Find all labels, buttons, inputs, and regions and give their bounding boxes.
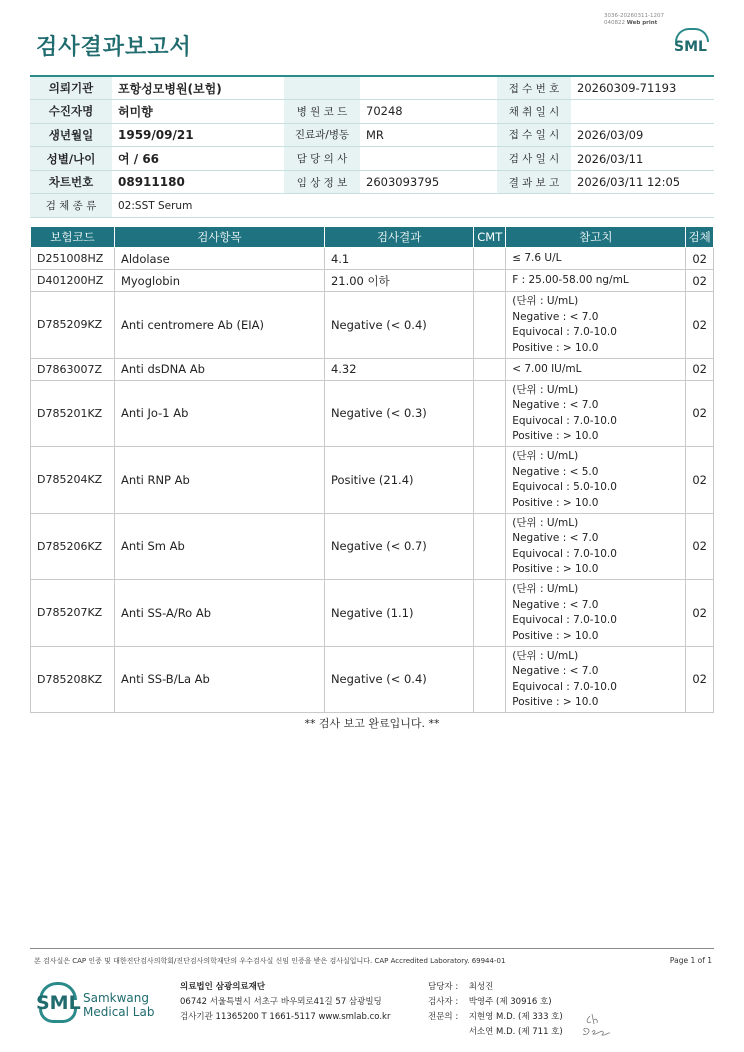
reference-line: Positive : > 10.0 — [512, 563, 599, 576]
info-value: 1959/09/21 — [112, 123, 284, 147]
specimen-code: 02 — [686, 380, 714, 447]
test-result: Negative (< 0.3) — [324, 380, 473, 447]
info-value: 70248 — [360, 100, 497, 124]
signature-image — [578, 1010, 618, 1040]
specimen-code: 02 — [686, 447, 714, 514]
reference-line: Positive : > 10.0 — [512, 696, 599, 709]
results-header-cell: 검사항목 — [114, 227, 324, 248]
info-value: 2603093795 — [360, 170, 497, 194]
test-item: Anti RNP Ab — [114, 447, 324, 514]
logo-text: SML — [674, 39, 707, 55]
test-result: Positive (21.4) — [324, 447, 473, 514]
cmt-cell — [474, 580, 506, 647]
info-value — [571, 100, 714, 124]
staff-name: 지현영 M.D. (제 333 호) — [468, 1012, 563, 1022]
reference-range — [506, 380, 686, 447]
test-item: Anti Jo-1 Ab — [114, 380, 324, 447]
test-item: Anti Sm Ab — [114, 513, 324, 580]
test-item: Anti SS-A/Ro Ab — [114, 580, 324, 647]
test-result: 4.32 — [324, 358, 473, 380]
insurance-code: D785201KZ — [31, 380, 115, 447]
cmt-cell — [474, 358, 506, 380]
test-result: Negative (< 0.4) — [324, 292, 473, 359]
results-header-cell: 검사결과 — [324, 227, 473, 248]
reference-line: F : 25.00-58.00 ng/mL — [512, 274, 629, 287]
reference-line: (단위 : U/mL) — [512, 295, 579, 308]
reference-line: Equivocal : 7.0-10.0 — [512, 326, 617, 339]
info-row — [30, 123, 714, 147]
test-item: Aldolase — [114, 248, 324, 270]
test-item: Anti centromere Ab (EIA) — [114, 292, 324, 359]
reference-range — [506, 646, 686, 713]
staff-row — [428, 1010, 563, 1025]
web-print-label: Web print — [626, 20, 658, 26]
staff-row — [428, 1025, 563, 1040]
logo-name — [83, 991, 154, 1019]
cmt-cell — [474, 380, 506, 447]
info-label: 의뢰기관 — [30, 76, 112, 100]
result-row — [31, 292, 714, 359]
insurance-code: D7863007Z — [31, 358, 115, 380]
info-value: MR — [360, 123, 497, 147]
reference-line: Negative : < 7.0 — [512, 532, 599, 545]
page-number: Page 1 of 1 — [669, 956, 712, 965]
cmt-cell — [474, 292, 506, 359]
cmt-cell — [474, 447, 506, 514]
info-row — [30, 76, 714, 100]
info-value: 2026/03/09 — [571, 123, 714, 147]
organization-info — [180, 980, 390, 1025]
staff-role: 전문의 : — [428, 1012, 459, 1022]
specimen-code: 02 — [686, 358, 714, 380]
cmt-cell — [474, 248, 506, 270]
specimen-value: 02:SST Serum — [112, 194, 714, 218]
results-table — [30, 226, 714, 713]
print-info — [604, 13, 664, 27]
result-row — [31, 380, 714, 447]
reference-line: < 7.00 IU/mL — [512, 362, 582, 375]
info-row — [30, 147, 714, 171]
reference-line: (단위 : U/mL) — [512, 516, 579, 529]
insurance-code: D785207KZ — [31, 580, 115, 647]
specimen-code: 02 — [686, 292, 714, 359]
org-address: 06742 서울특별시 서초구 바우뫼로41길 57 삼광빌딩 — [180, 997, 382, 1007]
staff-row — [428, 980, 563, 995]
test-item: Anti SS-B/La Ab — [114, 646, 324, 713]
insurance-code: D785204KZ — [31, 447, 115, 514]
insurance-code: D251008HZ — [31, 248, 115, 270]
test-item: Myoglobin — [114, 270, 324, 292]
info-label: 임 상 정 보 — [284, 170, 360, 194]
staff-row — [428, 995, 563, 1010]
logo-name-line1: Samkwang — [83, 991, 149, 1005]
reference-line: (단위 : U/mL) — [512, 450, 579, 463]
reference-range — [506, 513, 686, 580]
print-id: 3036-20260311-1207 — [604, 13, 664, 19]
reference-line: Positive : > 10.0 — [512, 496, 599, 509]
reference-line: Positive : > 10.0 — [512, 341, 599, 354]
info-label: 성별/나이 — [30, 147, 112, 171]
info-label: 수진자명 — [30, 100, 112, 124]
specimen-code: 02 — [686, 580, 714, 647]
result-row — [31, 447, 714, 514]
cmt-cell — [474, 513, 506, 580]
info-value: 허미향 — [112, 100, 284, 124]
info-value: 20260309-71193 — [571, 76, 714, 100]
specimen-code: 02 — [686, 646, 714, 713]
results-header-cell: 참고치 — [506, 227, 686, 248]
specimen-label: 검 체 종 류 — [30, 194, 112, 218]
result-row — [31, 646, 714, 713]
info-label: 검 사 일 시 — [497, 147, 571, 171]
samkwang-logo — [36, 979, 166, 1029]
reference-line: Positive : > 10.0 — [512, 629, 599, 642]
staff-list — [428, 980, 563, 1040]
result-row — [31, 358, 714, 380]
reference-range — [506, 447, 686, 514]
info-value: 2026/03/11 12:05 — [571, 170, 714, 194]
results-header-cell: 검체 — [686, 227, 714, 248]
info-value: 2026/03/11 — [571, 147, 714, 171]
info-value: 포항성모병원(보험) — [112, 76, 284, 100]
info-label: 진료과/병동 — [284, 123, 360, 147]
info-label: 채 취 일 시 — [497, 100, 571, 124]
reference-line: Equivocal : 7.0-10.0 — [512, 414, 617, 427]
result-row — [31, 513, 714, 580]
reference-line: (단위 : U/mL) — [512, 383, 579, 396]
insurance-code: D785208KZ — [31, 646, 115, 713]
test-result: Negative (< 0.4) — [324, 646, 473, 713]
info-label: 접 수 일 시 — [497, 123, 571, 147]
result-row — [31, 270, 714, 292]
staff-name: 최성진 — [468, 982, 494, 992]
info-label: 병 원 코 드 — [284, 100, 360, 124]
org-name: 의료법인 삼광의료재단 — [180, 982, 266, 992]
reference-line: ≤ 7.6 U/L — [512, 252, 562, 265]
sml-logo — [672, 28, 714, 62]
patient-info-table — [30, 75, 714, 218]
org-contact: 검사기관 11365200 T 1661-5117 www.smlab.co.kr — [180, 1012, 391, 1022]
logo-sml-text: SML — [36, 992, 81, 1014]
specimen-code: 02 — [686, 513, 714, 580]
info-value — [360, 147, 497, 171]
staff-name: 박영주 (제 30916 호) — [468, 997, 552, 1007]
reference-range — [506, 358, 686, 380]
cmt-cell — [474, 646, 506, 713]
reference-line: Negative : < 7.0 — [512, 310, 599, 323]
staff-role: 검사자 : — [428, 997, 459, 1007]
reference-line: Negative : < 7.0 — [512, 399, 599, 412]
insurance-code: D785206KZ — [31, 513, 115, 580]
insurance-code: D785209KZ — [31, 292, 115, 359]
info-label: 접 수 번 호 — [497, 76, 571, 100]
result-row — [31, 248, 714, 270]
reference-range — [506, 270, 686, 292]
reference-line: Negative : < 7.0 — [512, 665, 599, 678]
report-complete-note: ** 검사 보고 완료입니다. ** — [304, 717, 440, 730]
specimen-code: 02 — [686, 248, 714, 270]
reference-range — [506, 580, 686, 647]
reference-range — [506, 248, 686, 270]
logo-name-line2: Medical Lab — [83, 1005, 155, 1019]
reference-line: Equivocal : 7.0-10.0 — [512, 614, 617, 627]
reference-line: Positive : > 10.0 — [512, 430, 599, 443]
reference-line: Equivocal : 7.0-10.0 — [512, 680, 617, 693]
specimen-row — [30, 194, 714, 218]
cmt-cell — [474, 270, 506, 292]
reference-line: Equivocal : 7.0-10.0 — [512, 547, 617, 560]
info-row — [30, 100, 714, 124]
info-label: 담 당 의 사 — [284, 147, 360, 171]
info-value: 08911180 — [112, 170, 284, 194]
test-result: Negative (< 0.7) — [324, 513, 473, 580]
footer-divider — [30, 948, 714, 949]
results-header-cell: CMT — [474, 227, 506, 248]
test-result: Negative (1.1) — [324, 580, 473, 647]
info-label: 결 과 보 고 — [497, 170, 571, 194]
test-result: 21.00 이하 — [324, 270, 473, 292]
reference-line: (단위 : U/mL) — [512, 649, 579, 662]
result-row — [31, 580, 714, 647]
info-row — [30, 170, 714, 194]
reference-range — [506, 292, 686, 359]
reference-line: Equivocal : 5.0-10.0 — [512, 481, 617, 494]
staff-name: 서소연 M.D. (제 711 호) — [468, 1027, 563, 1037]
print-code: 040822 — [604, 20, 625, 26]
info-value: 여 / 66 — [112, 147, 284, 171]
info-label: 생년월일 — [30, 123, 112, 147]
results-header-cell: 보험코드 — [31, 227, 115, 248]
info-value — [360, 76, 497, 100]
test-item: Anti dsDNA Ab — [114, 358, 324, 380]
reference-line: (단위 : U/mL) — [512, 583, 579, 596]
reference-line: Negative : < 5.0 — [512, 465, 599, 478]
reference-line: Negative : < 7.0 — [512, 598, 599, 611]
insurance-code: D401200HZ — [31, 270, 115, 292]
accreditation-note: 본 검사실은 CAP 인증 및 대한진단검사의학회/진단검사의학재단의 우수검사실 신임 인증을 받은 검사실입니다. CAP Accredited Laboratory. 69944-01 — [34, 957, 506, 965]
test-result: 4.1 — [324, 248, 473, 270]
staff-role: 담당자 : — [428, 982, 459, 992]
info-label — [284, 76, 360, 100]
page-title: 검사결과보고서 — [36, 35, 192, 60]
specimen-code: 02 — [686, 270, 714, 292]
info-label: 차트번호 — [30, 170, 112, 194]
